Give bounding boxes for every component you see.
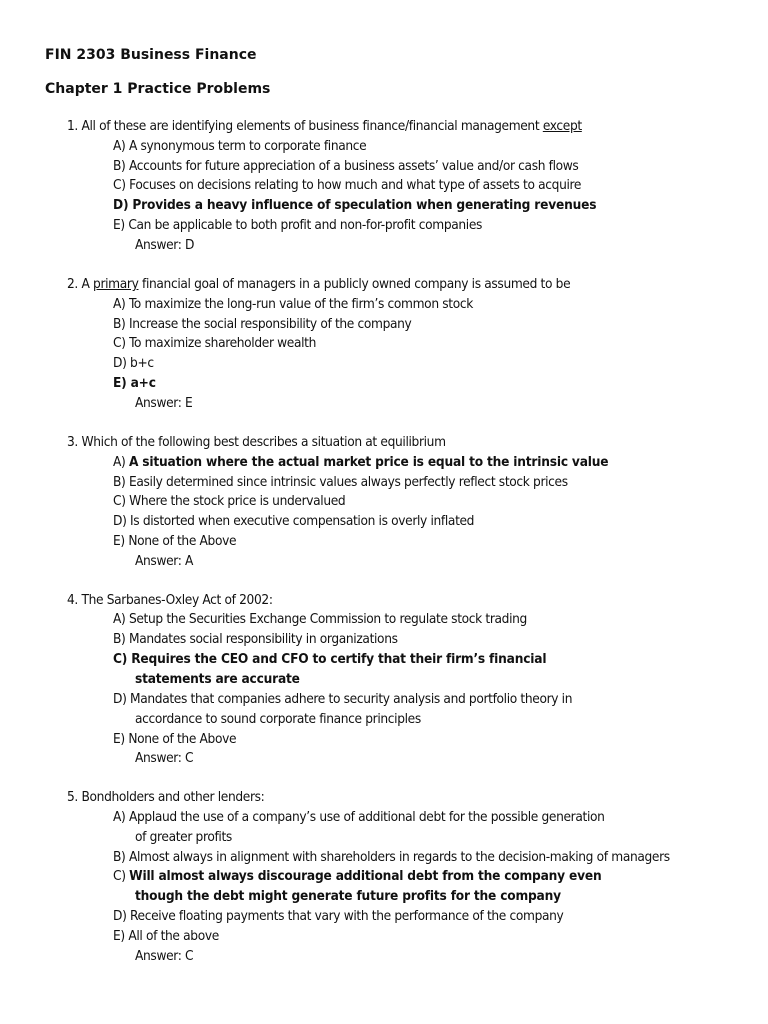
- question-3-stem: 3. Which of the following best describes a situation at equilibrium: [67, 434, 446, 450]
- question-4-option-a: A) Setup the Securities Exchange Commission to regulate stock trading: [113, 611, 527, 627]
- question-5-option-c: C) Will almost always discourage additional debt from the company even: [113, 868, 602, 884]
- emphasis-except: except: [542, 118, 582, 134]
- chapter-title: Chapter 1 Practice Problems: [45, 81, 271, 97]
- question-4-option-e: E) None of the Above: [113, 731, 237, 747]
- question-5-option-c-continued: though the debt might generate future profits for the company: [135, 888, 561, 904]
- question-4-option-c-continued: statements are accurate: [135, 671, 300, 687]
- question-5-option-a: A) Applaud the use of a company’s use of additional debt for the possible generation: [113, 809, 605, 825]
- question-2-option-e: E) a+c: [113, 375, 156, 391]
- question-4-stem: 4. The Sarbanes-Oxley Act of 2002:: [67, 592, 273, 608]
- question-5-answer: Answer: C: [135, 948, 194, 964]
- question-4-option-c: C) Requires the CEO and CFO to certify that their firm’s financial: [113, 651, 547, 667]
- question-3-option-b: B) Easily determined since intrinsic values always perfectly reflect stock prices: [113, 474, 568, 490]
- question-5-stem: 5. Bondholders and other lenders:: [67, 789, 265, 805]
- question-3-option-d: D) Is distorted when executive compensation is overly inflated: [113, 513, 475, 529]
- question-2-option-a: A) To maximize the long-run value of the firm’s common stock: [113, 296, 473, 312]
- question-3-option-c: C) Where the stock price is undervalued: [113, 493, 346, 509]
- question-5-option-d: D) Receive floating payments that vary with the performance of the company: [113, 908, 564, 924]
- question-4-option-d: D) Mandates that companies adhere to security analysis and portfolio theory in: [113, 691, 573, 707]
- question-1-option-c: C) Focuses on decisions relating to how much and what type of assets to acquire: [113, 177, 582, 193]
- question-2-stem: 2. A primary financial goal of managers in a publicly owned company is assumed to be: [67, 276, 571, 292]
- question-2-option-c: C) To maximize shareholder wealth: [113, 335, 317, 351]
- emphasis-primary: primary: [93, 276, 139, 292]
- question-3-option-a: A) A situation where the actual market price is equal to the intrinsic value: [113, 454, 609, 470]
- question-2-option-d: D) b+c: [113, 355, 154, 371]
- question-1-option-d: D) Provides a heavy influence of speculation when generating revenues: [113, 197, 597, 213]
- question-4-answer: Answer: C: [135, 750, 194, 766]
- question-1-option-a: A) A synonymous term to corporate finance: [113, 138, 367, 154]
- question-4-option-b: B) Mandates social responsibility in organizations: [113, 631, 398, 647]
- question-3-answer: Answer: A: [135, 553, 194, 569]
- question-1-answer: Answer: D: [135, 237, 195, 253]
- question-5-option-e: E) All of the above: [113, 928, 219, 944]
- question-5-option-a-continued: of greater profits: [135, 829, 232, 845]
- question-1-stem: 1. All of these are identifying elements of business finance/financial management except: [67, 118, 582, 134]
- question-5-option-b: B) Almost always in alignment with shareholders in regards to the decision-making of managers: [113, 849, 670, 865]
- question-1-option-e: E) Can be applicable to both profit and non-for-profit companies: [113, 217, 483, 233]
- question-2-option-b: B) Increase the social responsibility of the company: [113, 316, 412, 332]
- question-1-option-b: B) Accounts for future appreciation of a business assets’ value and/or cash flows: [113, 158, 579, 174]
- question-4-option-d-continued: accordance to sound corporate finance principles: [135, 711, 421, 727]
- question-2-answer: Answer: E: [135, 395, 193, 411]
- course-title: FIN 2303 Business Finance: [45, 47, 257, 63]
- question-3-option-e: E) None of the Above: [113, 533, 237, 549]
